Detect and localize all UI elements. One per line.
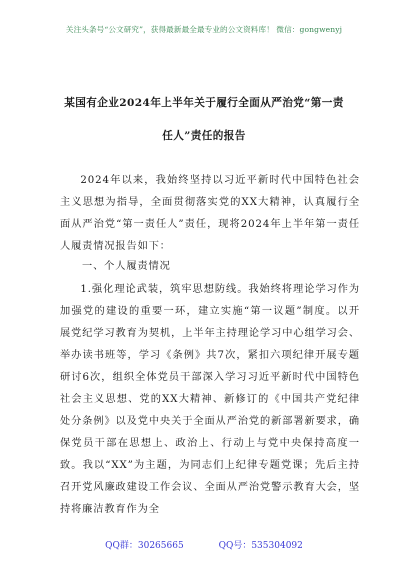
footer-qq-group: QQ群：30265665 xyxy=(105,541,184,551)
document-title-line-2: 任人”责任的报告 xyxy=(162,130,246,142)
intro-paragraph: 2024年以来，我始终坚持以习近平新时代中国特色社会主义思想为指导，全面贯彻落实党的XX大精神，认真履行全面从严治党“第一责任人”责任，现将2024年上半年第一责任人履责情况报告如下： xyxy=(60,175,360,252)
document-title-line-1: 某国有企业2024年上半年关于履行全面从严治党“第一责 xyxy=(64,97,344,109)
section-paragraph-theory-study: 1.强化理论武装，筑牢思想防线。我始终将理论学习作为加强党的建设的重要一环，建立实施“第一议题”制度。以开展党纪学习教育为契机，上半年主持理论学习中心组学习会、举办读书班等，学习《条例》共7次，紧扣六项纪律开展专题研讨6次，组织全体党员干部深入学习习近平新时代中国特色社会主义思想、党的XX大精神、新修订的《中国共产党纪律处分条例》以及党中央关于全面从严治党的新部署新要求，确保党员干部在思想上、政治上、行动上与党中央保持高度一致。我以“XX”为主题，为同志们上纪律专题党课；先后主持召开党风廉政建设工作会议、全面从严治党警示教育大会，坚持将廉洁教育作为全 xyxy=(60,284,360,515)
section-heading-personal-duties: 一、个人履责情况 xyxy=(82,261,171,272)
footer-contact xyxy=(0,538,408,551)
footer-qq-number: QQ号：535304092 xyxy=(218,541,303,551)
header-notice: 关注头条号“公文研究”，获得最新最全最专业的公文资料库！ 微信：gongwenyj xyxy=(65,25,343,34)
